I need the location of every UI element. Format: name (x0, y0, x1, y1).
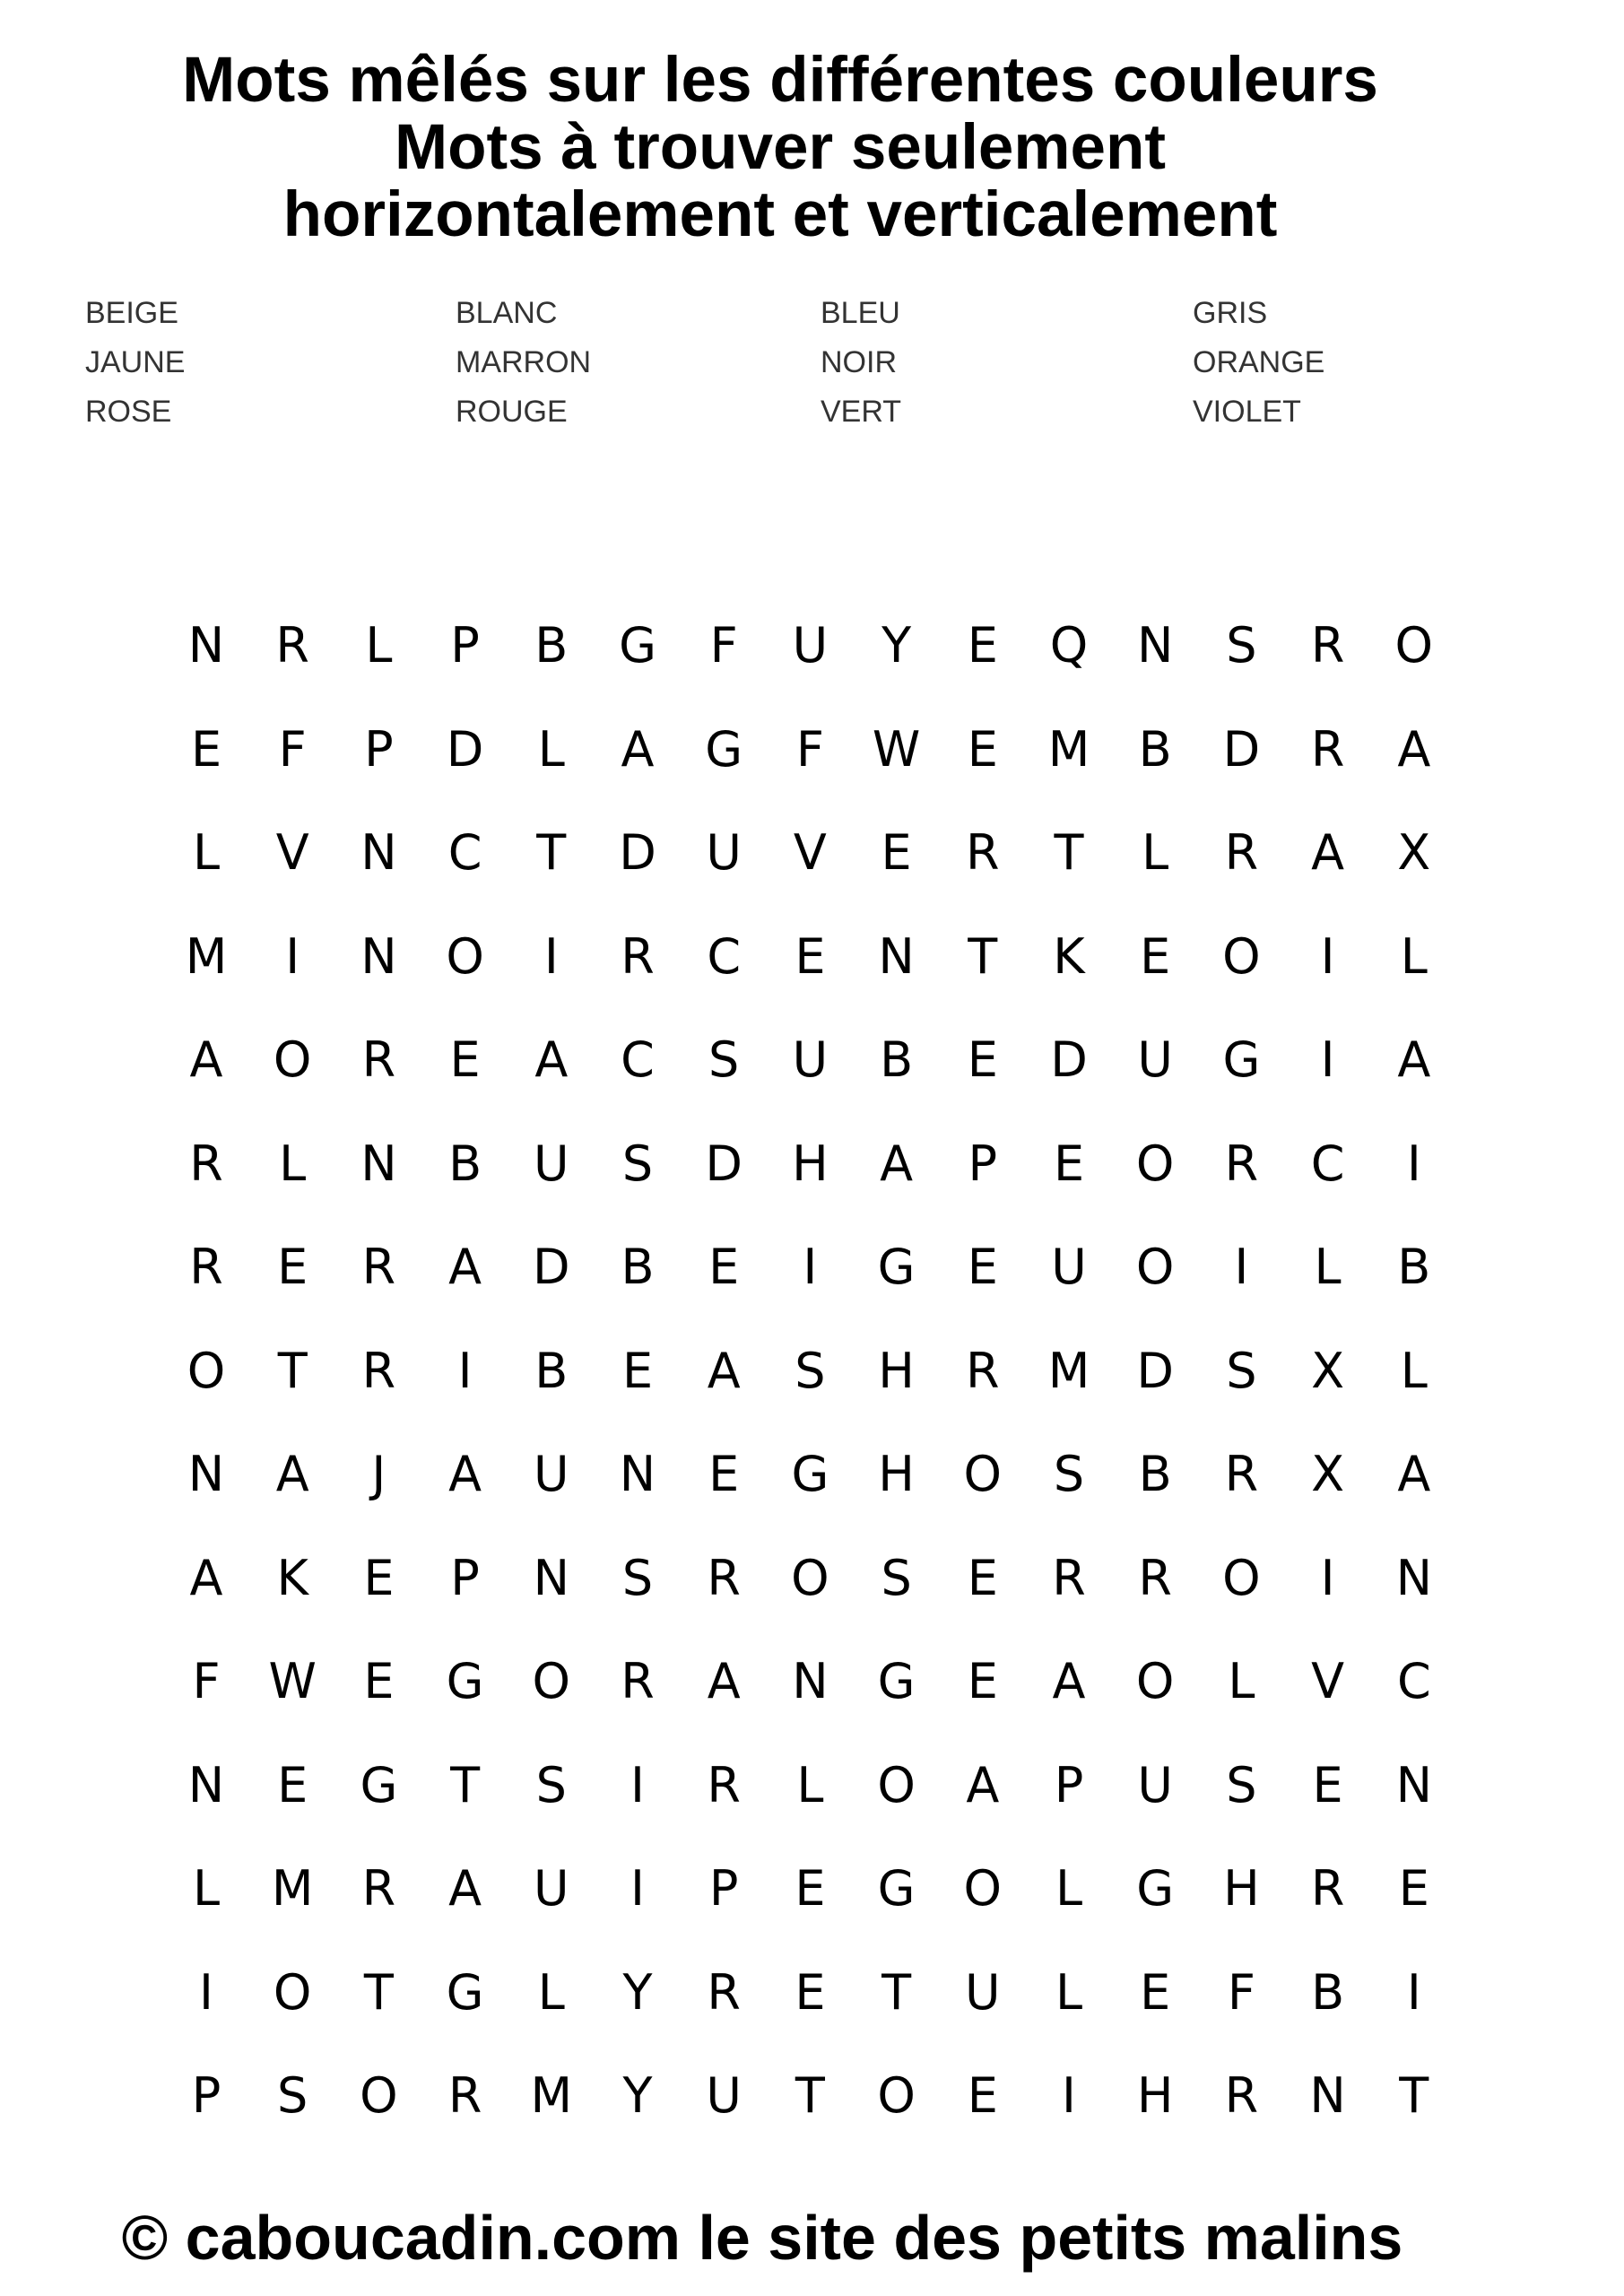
grid-letter: E (190, 720, 222, 778)
grid-letter: O (273, 1031, 312, 1088)
grid-letter: J (371, 1446, 386, 1502)
grid-letter: S (1053, 1446, 1085, 1502)
grid-letter: U (1137, 1756, 1173, 1813)
grid-letter: A (1311, 824, 1345, 881)
grid-letter: R (447, 2067, 482, 2124)
grid-letter: H (878, 1342, 915, 1399)
word-list-item: BLANC (456, 296, 558, 330)
grid-letter: R (275, 617, 309, 674)
grid-letter: M (271, 1860, 314, 1917)
grid-letter: O (963, 1860, 1003, 1917)
grid-letter: I (543, 927, 559, 985)
grid-letter: V (275, 824, 309, 881)
grid-letter: I (457, 1342, 473, 1399)
grid-letter: T (968, 927, 998, 985)
word-list (85, 296, 1520, 448)
grid-letter: T (450, 1756, 481, 1813)
grid-letter: E (967, 1549, 998, 1606)
grid-letter: N (1395, 1549, 1432, 1606)
grid-letter: A (707, 1653, 741, 1709)
grid-letter: W (268, 1653, 317, 1709)
grid-letter: P (191, 2067, 221, 2124)
grid-letter: C (1310, 1135, 1345, 1192)
grid-letter: L (1400, 1342, 1428, 1399)
grid-letter: A (448, 1446, 482, 1502)
grid-letter: I (1320, 1031, 1335, 1088)
grid-letter: L (1055, 1963, 1083, 2021)
grid-letter: N (187, 1756, 225, 1813)
grid-letter: H (792, 1135, 829, 1192)
grid-letter: G (1136, 1860, 1175, 1917)
grid-letter: A (448, 1860, 482, 1917)
grid-letter: I (1234, 1239, 1249, 1295)
grid-letter: N (878, 927, 915, 985)
grid-letter: M (1047, 720, 1090, 778)
grid-letter: O (446, 927, 484, 985)
grid-letter: N (360, 1135, 397, 1192)
grid-letter: P (364, 720, 394, 778)
word-list-item: GRIS (1193, 296, 1268, 330)
grid-letter: O (877, 2067, 916, 2124)
grid-letter: E (363, 1653, 395, 1709)
grid-letter: R (1052, 1549, 1086, 1606)
grid-letter: I (1320, 1549, 1335, 1606)
grid-letter: T (363, 1963, 394, 2021)
title-line-2: Mots à trouver seulement (394, 112, 1167, 183)
grid-letter: E (708, 1239, 740, 1295)
grid-letter: T (881, 1963, 912, 2021)
grid-letter: D (1222, 720, 1261, 778)
grid-letter: R (1224, 824, 1259, 881)
grid-letter: E (1140, 927, 1171, 985)
grid-letter: S (621, 1135, 654, 1192)
grid-letter: Y (881, 617, 912, 674)
grid-letter: A (966, 1756, 1000, 1813)
grid-letter: I (630, 1860, 645, 1917)
grid-letter: S (795, 1342, 826, 1399)
grid-letter: R (361, 1031, 396, 1088)
grid-letter: V (793, 824, 827, 881)
grid-letter: A (707, 1342, 741, 1399)
grid-letter: R (621, 1653, 655, 1709)
grid-letter: L (1400, 927, 1428, 985)
grid-letter: N (533, 1549, 569, 1606)
grid-letter: T (536, 824, 567, 881)
grid-letter: R (966, 1342, 1000, 1399)
grid-letter: O (1135, 1239, 1175, 1295)
grid-letter: A (1397, 1446, 1431, 1502)
grid-letter: N (187, 617, 225, 674)
grid-letter: A (275, 1446, 309, 1502)
grid-letter: N (360, 927, 397, 985)
grid-letter: A (1052, 1653, 1086, 1709)
grid-letter: H (1223, 1860, 1260, 1917)
grid-letter: W (872, 720, 921, 778)
grid-letter: H (878, 1446, 915, 1502)
grid-letter: R (1224, 2067, 1259, 2124)
grid-letter: C (1396, 1653, 1431, 1709)
grid-letter: A (534, 1031, 569, 1088)
grid-letter: S (1226, 1342, 1257, 1399)
grid-letter: S (1226, 1756, 1257, 1813)
grid-letter: P (968, 1135, 998, 1192)
grid-letter: U (706, 2067, 742, 2124)
grid-letter: H (1136, 2067, 1174, 2124)
grid-letter: O (273, 1963, 312, 2021)
grid-letter: N (1309, 2067, 1346, 2124)
grid-letter: E (277, 1239, 308, 1295)
grid-letter: D (446, 720, 484, 778)
grid-letter: G (619, 617, 656, 674)
grid-letter: F (278, 720, 307, 778)
grid-letter: I (1320, 927, 1335, 985)
grid-letter: S (881, 1549, 912, 1606)
grid-letter: R (361, 1342, 396, 1399)
grid-letter: G (360, 1756, 398, 1813)
grid-letter: O (1135, 1653, 1175, 1709)
grid-letter: S (535, 1756, 567, 1813)
grid-letter: C (621, 1031, 655, 1088)
grid-letter: E (967, 1653, 998, 1709)
grid-letter: E (363, 1549, 395, 1606)
grid-letter: O (1222, 927, 1261, 985)
grid-letter: E (967, 1239, 998, 1295)
title-line-3: horizontalement et verticalement (282, 179, 1278, 250)
grid-letter: A (189, 1549, 223, 1606)
grid-letter: B (448, 1135, 482, 1192)
grid-letter: B (1138, 720, 1172, 778)
grid-letter: V (1311, 1653, 1345, 1709)
grid-letter: L (1055, 1860, 1083, 1917)
grid-letter: E (1140, 1963, 1171, 2021)
grid-letter: D (533, 1239, 570, 1295)
grid-letter: I (630, 1756, 645, 1813)
grid-letter: T (1399, 2067, 1429, 2124)
grid-letter: A (1397, 1031, 1431, 1088)
grid-letter: R (1310, 720, 1345, 778)
grid-letter: T (1054, 824, 1084, 881)
word-list-item: VIOLET (1193, 395, 1301, 429)
grid-letter: N (619, 1446, 656, 1502)
grid-letter: E (967, 720, 998, 778)
letter-grid (143, 601, 1489, 2144)
grid-letter: U (1051, 1239, 1087, 1295)
grid-letter: R (1310, 617, 1345, 674)
grid-letter: G (877, 1860, 916, 1917)
grid-letter: E (795, 1963, 826, 2021)
grid-letter: L (1314, 1239, 1342, 1295)
grid-letter: E (1053, 1135, 1085, 1192)
grid-letter: C (447, 824, 482, 881)
grid-letter: A (448, 1239, 482, 1295)
word-list-item: BLEU (821, 296, 900, 330)
grid-letter: I (1406, 1963, 1421, 2021)
grid-letter: B (880, 1031, 914, 1088)
grid-letter: B (534, 617, 569, 674)
grid-letter: R (1310, 1860, 1345, 1917)
grid-letter: E (967, 1031, 998, 1088)
grid-letter: L (192, 824, 221, 881)
grid-letter: U (1137, 1031, 1173, 1088)
grid-letter: B (1397, 1239, 1431, 1295)
grid-letter: B (1311, 1963, 1345, 2021)
grid-letter: O (963, 1446, 1003, 1502)
grid-letter: S (1226, 617, 1257, 674)
grid-letter: R (621, 927, 655, 985)
grid-letter: E (795, 927, 826, 985)
word-list-item: ROSE (85, 395, 172, 429)
grid-letter: N (1395, 1756, 1432, 1813)
grid-letter: Q (1049, 617, 1089, 674)
grid-letter: K (276, 1549, 308, 1606)
grid-letter: R (707, 1963, 741, 2021)
grid-letter: D (619, 824, 656, 881)
grid-letter: E (708, 1446, 740, 1502)
grid-letter: E (621, 1342, 654, 1399)
grid-letter: R (361, 1860, 396, 1917)
grid-letter: I (199, 1963, 213, 2021)
grid-letter: F (192, 1653, 221, 1709)
grid-letter: O (187, 1342, 226, 1399)
title-line-1: Mots mêlés sur les différentes couleurs (182, 45, 1378, 116)
grid-letter: E (795, 1860, 826, 1917)
page-title (0, 47, 1560, 248)
grid-letter: P (450, 617, 480, 674)
grid-letter: L (192, 1860, 221, 1917)
grid-letter: O (1394, 617, 1434, 674)
word-list-item: ROUGE (456, 395, 568, 429)
grid-letter: E (449, 1031, 481, 1088)
grid-letter: G (877, 1653, 916, 1709)
grid-letter: L (537, 1963, 565, 2021)
grid-letter: A (189, 1031, 223, 1088)
word-list-item: BEIGE (85, 296, 178, 330)
grid-letter: I (803, 1239, 818, 1295)
grid-letter: E (1312, 1756, 1343, 1813)
grid-letter: G (877, 1239, 916, 1295)
grid-letter: S (621, 1549, 654, 1606)
grid-letter: L (537, 720, 565, 778)
grid-letter: T (277, 1342, 308, 1399)
grid-letter: G (791, 1446, 829, 1502)
word-list-item: JAUNE (85, 345, 186, 379)
grid-letter: P (450, 1549, 480, 1606)
grid-letter: X (1311, 1446, 1345, 1502)
grid-letter: K (1053, 927, 1085, 985)
grid-letter: O (877, 1756, 916, 1813)
grid-letter: L (1228, 1653, 1255, 1709)
grid-letter: S (708, 1031, 740, 1088)
grid-letter: U (792, 1031, 829, 1088)
word-list-item: MARRON (456, 345, 592, 379)
grid-letter: U (965, 1963, 1001, 2021)
grid-letter: P (708, 1860, 739, 1917)
grid-letter: L (1142, 824, 1169, 881)
grid-letter: U (792, 617, 829, 674)
grid-letter: G (1222, 1031, 1261, 1088)
grid-letter: U (706, 824, 742, 881)
grid-letter: R (1138, 1549, 1172, 1606)
grid-letter: R (361, 1239, 396, 1295)
grid-letter: R (707, 1756, 741, 1813)
grid-letter: O (532, 1653, 571, 1709)
grid-letter: N (187, 1446, 225, 1502)
grid-letter: B (1138, 1446, 1172, 1502)
grid-letter: A (621, 720, 655, 778)
grid-letter: R (189, 1135, 223, 1192)
grid-letter: L (796, 1756, 824, 1813)
grid-letter: O (1135, 1135, 1175, 1192)
grid-letter: R (1224, 1446, 1259, 1502)
grid-letter: E (967, 617, 998, 674)
grid-letter: R (966, 824, 1000, 881)
grid-letter: M (1047, 1342, 1090, 1399)
grid-letter: L (365, 617, 393, 674)
grid-letter: U (534, 1860, 569, 1917)
grid-letter: S (277, 2067, 308, 2124)
grid-letter: I (1406, 1135, 1421, 1192)
grid-letter: E (1398, 1860, 1429, 1917)
grid-letter: E (881, 824, 912, 881)
grid-letter: U (534, 1446, 569, 1502)
word-list-item: VERT (821, 395, 902, 429)
grid-letter: F (1227, 1963, 1255, 2021)
grid-letter: F (709, 617, 738, 674)
grid-letter: O (791, 1549, 829, 1606)
grid-letter: D (1050, 1031, 1088, 1088)
grid-letter: P (1054, 1756, 1084, 1813)
grid-letter: I (1062, 2067, 1076, 2124)
grid-letter: O (360, 2067, 398, 2124)
grid-letter: G (446, 1963, 484, 2021)
grid-letter: B (534, 1342, 569, 1399)
grid-letter: R (1224, 1135, 1259, 1192)
grid-letter: E (967, 2067, 998, 2124)
grid-letter: G (446, 1653, 484, 1709)
grid-letter: N (792, 1653, 829, 1709)
grid-letter: L (279, 1135, 307, 1192)
word-list-item: ORANGE (1193, 345, 1325, 379)
grid-letter: C (707, 927, 742, 985)
grid-letter: M (530, 2067, 573, 2124)
word-list-item: NOIR (821, 345, 897, 379)
grid-letter: Y (622, 1963, 653, 2021)
grid-letter: M (185, 927, 228, 985)
grid-letter: R (189, 1239, 223, 1295)
grid-letter: X (1311, 1342, 1345, 1399)
footer-credit: © caboucadin.com le site des petits malins (121, 2203, 1403, 2273)
grid-letter: X (1397, 824, 1431, 881)
grid-letter: A (880, 1135, 914, 1192)
grid-letter: F (795, 720, 824, 778)
grid-letter: D (1136, 1342, 1174, 1399)
grid-letter: T (795, 2067, 825, 2124)
grid-letter: N (360, 824, 397, 881)
grid-letter: E (277, 1756, 308, 1813)
grid-letter: G (705, 720, 743, 778)
grid-letter: Y (622, 2067, 653, 2124)
grid-letter: U (534, 1135, 569, 1192)
grid-letter: B (621, 1239, 655, 1295)
grid-letter: N (1136, 617, 1174, 674)
grid-letter: D (705, 1135, 743, 1192)
grid-letter: A (1397, 720, 1431, 778)
grid-letter: O (1222, 1549, 1261, 1606)
grid-letter: R (707, 1549, 741, 1606)
grid-letter: I (285, 927, 300, 985)
